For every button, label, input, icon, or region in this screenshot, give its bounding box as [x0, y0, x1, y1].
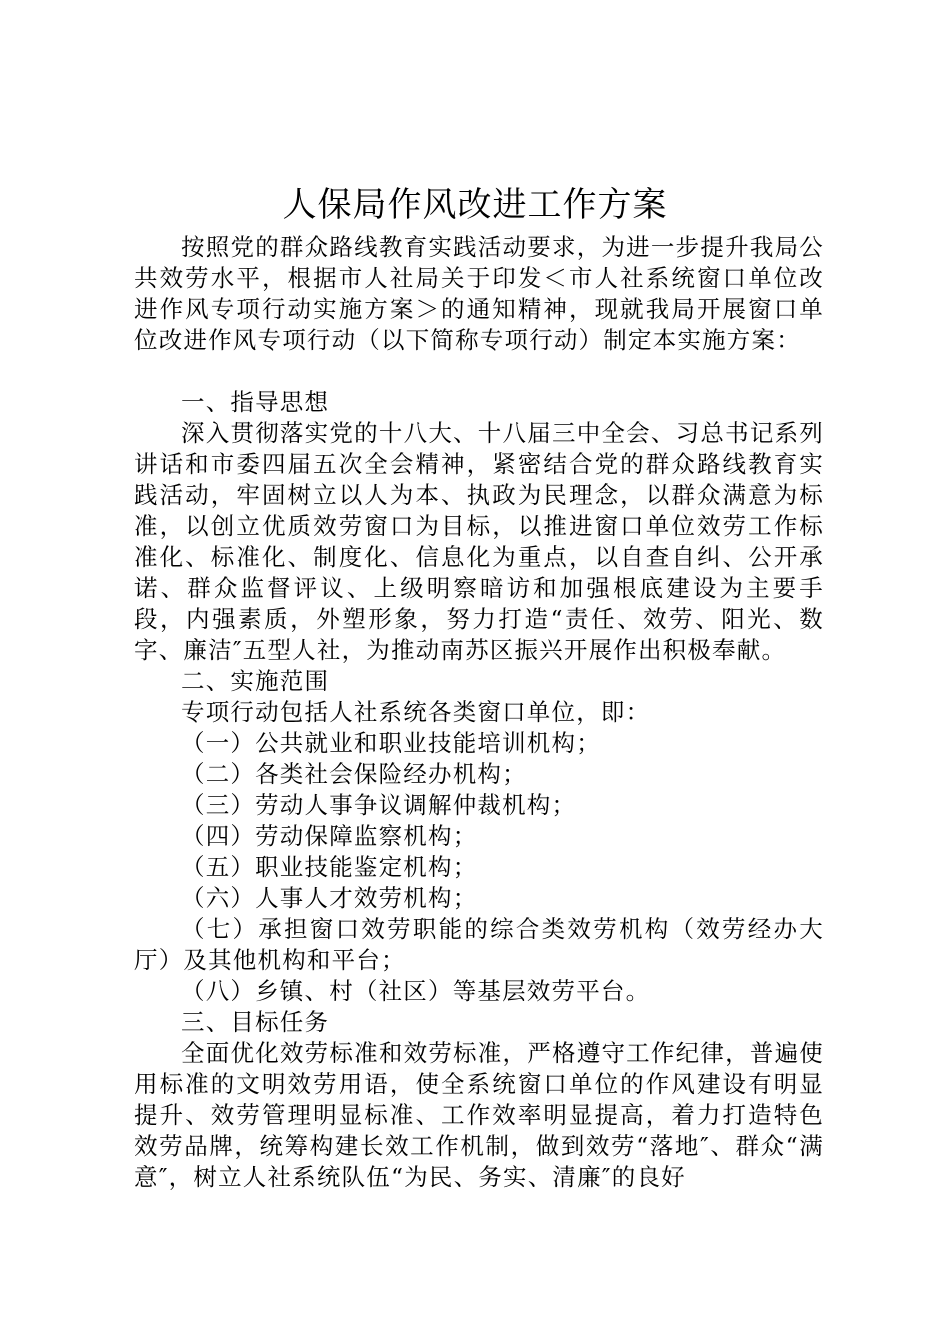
scope-list-item: （二）各类社会保险经办机构； [181, 760, 527, 788]
section-heading-scope: 二、实施范围 [181, 667, 330, 695]
section-heading-goals: 三、目标任务 [181, 1008, 330, 1036]
guiding-ideology-paragraph: 深入贯彻落实党的十八大、十八届三中全会、习总书记系列讲话和市委四届五次全会精神，紧密结合党的群众路线教育实践活动，牢固树立以人为本、执政为民理念，以群众满意为标准，以创立优质效劳窗口为目标，以推进窗口单位效劳工作标准化、标准化、制度化、信息化为重点，以自查自纠、公开承诺、群众监督评议、上级明察暗访和加强根底建设为主要手段，内强素质，外塑形象，努力打造“责任、效劳、阳光、数字、廉洁″五型人社，为推动南苏区振兴开展作出积极奉献。 [134, 419, 824, 664]
scope-list-item: （八）乡镇、村（社区）等基层效劳平台。 [181, 977, 651, 1005]
goals-paragraph: 全面优化效劳标准和效劳标准，严格遵守工作纪律，普遍使用标准的文明效劳用语，使全系统窗口单位的作风建设有明显提升、效劳管理明显标准、工作效率明显提高，着力打造特色效劳品牌，统筹构建长效工作机制，做到效劳“落地″、群众“满意″，树立人社系统队伍“为民、务实、清廉″的良好 [134, 1039, 824, 1191]
document-title: 人保局作风改进工作方案 [282, 185, 668, 225]
scope-list-item: （五）职业技能鉴定机构； [181, 853, 478, 881]
scope-list-item: （六）人事人才效劳机构； [181, 884, 478, 912]
intro-paragraph: 按照党的群众路线教育实践活动要求，为进一步提升我局公共效劳水平，根据市人社局关于印发＜市人社系统窗口单位改进作风专项行动实施方案＞的通知精神，现就我局开展窗口单位改进作风专项行动（以下简称专项行动）制定本实施方案： [134, 233, 824, 354]
scope-list-item: （七）承担窗口效劳职能的综合类效劳机构（效劳经办大厅）及其他机构和平台； [134, 915, 824, 974]
scope-list-item: （一）公共就业和职业技能培训机构； [181, 729, 601, 757]
document-body [134, 232, 824, 1193]
scope-lead-paragraph: 专项行动包括人社系统各类窗口单位，即： [181, 698, 651, 726]
section-heading-guiding-ideology: 一、指导思想 [181, 388, 330, 416]
scope-list-item: （四）劳动保障监察机构； [181, 822, 478, 850]
scope-list-item: （三）劳动人事争议调解仲裁机构； [181, 791, 577, 819]
